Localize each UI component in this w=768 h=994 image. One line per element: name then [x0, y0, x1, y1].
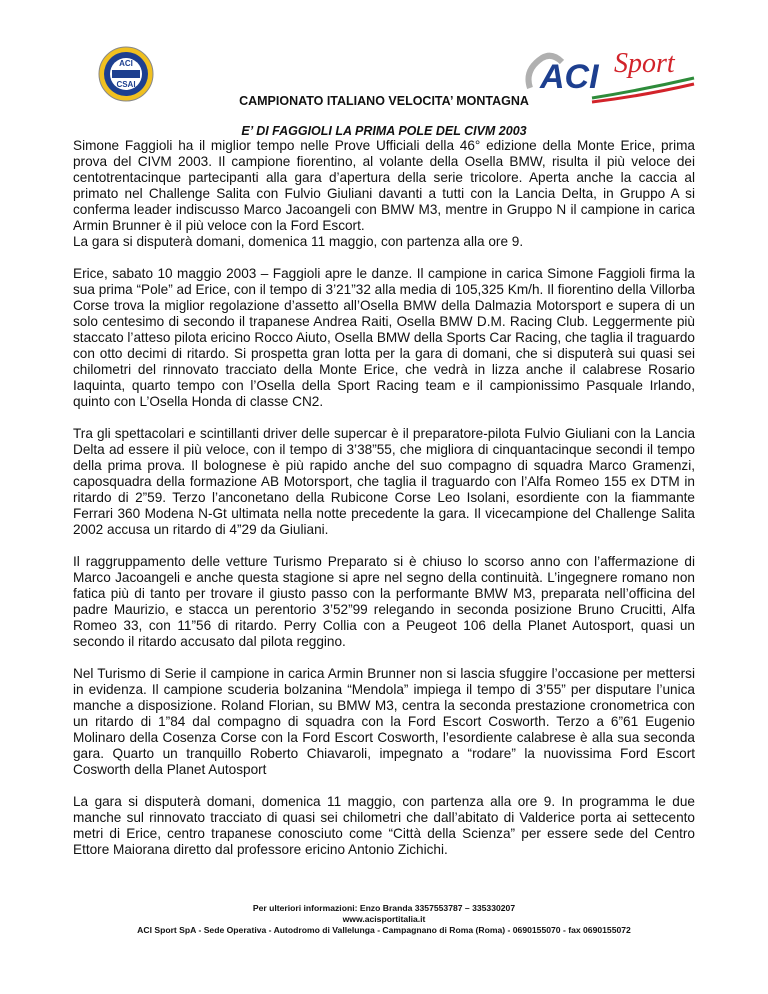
- paragraph-2: Tra gli spettacolari e scintillanti driver delle supercar è il preparatore-pilota Fulvio Giuliani con la Lancia Delta ad essere il più veloce, con il tempo di 3’38”55, che migliora di cinquantacinque secondi il tempo della prima prova. Il bolognese è più rapido anche del suo compagno di squadra Marco Gramenzi, caposquadra della formazione AB Motorsport, che taglia il traguardo con l’Alfa Romeo 155 ex DTM in ritardo di 2”59. Terzo l’anconetano della Rubicone Corse Leo Isolani, esordiente con la fiammante Ferrari 360 Modena N-Gt ultimata nella notte precedente la gara. Il vicecampione del Challenge Salita 2002 accusa un ritardo di 4”29 da Giuliani.: [73, 426, 695, 537]
- paragraph-4: Nel Turismo di Serie il campione in carica Armin Brunner non si lascia sfuggire l’occasione per mettersi in evidenza. Il campione scuderia bolzanina “Mendola” impiega il tempo di 3’55” per disputare l’unica manche a disposizione. Roland Florian, su BMW M3, centra la seconda prestazione cronometrica con un ritardo di 1”84 dal compagno di squadra con la Ford Escort Cosworth. Terzo a 6”61 Eugenio Molinaro della Cosenza Corse con la Ford Escort Cosworth, l’esordiente calabrese è alla sua seconda gara. Quarto un tranquillo Roberto Chiavaroli, impegnato a “rodare” la nuovissima Ford Escort Cosworth della Planet Autosport: [73, 666, 695, 777]
- paragraph-3: Il raggruppamento delle vetture Turismo Preparato si è chiuso lo scorso anno con l’affermazione di Marco Jacoangeli e anche questa stagione si apre nel segno della continuità. L’ingegnere romano non fatica più di tanto per trovare il giusto passo con la performante BMW M3, preparata nell’officina del padre Maurizio, e stacca un perentorio 3’52”99 relegando in seconda posizione Bruno Crucitti, Alfa Romeo 33, con 11”56 di ritardo. Perry Collia con a Peugeot 106 della Planet Autosport, quasi un secondo il ritardo accusato dal pilota reggino.: [73, 554, 695, 649]
- footer-address: ACI Sport SpA - Sede Operativa - Autodromo di Vallelunga - Campagnano di Roma (Roma) - 0690155070 - fax 0690155072: [137, 925, 631, 935]
- logo-right-aci: ACI: [540, 58, 599, 96]
- page-title: CAMPIONATO ITALIANO VELOCITA’ MONTAGNA: [239, 94, 529, 108]
- paragraph-1: Erice, sabato 10 maggio 2003 – Faggioli apre le danze. Il campione in carica Simone Faggioli firma la sua prima “Pole” ad Erice, con il tempo di 3’21”32 alla media di 105,325 Km/h. Il fiorentino della Villorba Corse trova la miglior regolazione d’assetto all’Osella BMW della Dalmazia Motorsport e supera di un solo centesimo di secondo il trapanese Andrea Raiti, Osella BMW D.M. Racing Club. Leggermente più staccato l’atteso pilota ericino Rocco Aiuto, Osella BMW della Sports Car Racing, che taglia il traguardo con otto decimi di ritardo. Si prospetta gran lotta per la gara di domani, che si disputerà sui quasi sei chilometri del rinnovato tracciato della Monte Erice, che vedrà in lizza anche il calabrese Rosario Iaquinta, quarto tempo con l’Osella della Sport Racing team e il campionissimo Pasquale Irlando, quinto con L’Osella Honda di classe CN2.: [73, 266, 695, 409]
- footer-website: www.acisportitalia.it: [342, 914, 426, 924]
- article-subtitle: E’ DI FAGGIOLI LA PRIMA POLE DEL CIVM 2003: [241, 124, 527, 138]
- intro-paragraph: Simone Faggioli ha il miglior tempo nelle Prove Ufficiali della 46° edizione della Monte Erice, prima prova del CIVM 2003. Il campione fiorentino, al volante della Osella BMW, risulta il più veloce dei centotrentacinque partecipanti alla gara d’apertura della serie tricolore. Aperta anche la caccia al primato nel Challenge Salita con Fulvio Giuliani davanti a tutti con la Lancia Delta, in Gruppo A si conferma leader indiscusso Marco Jacoangeli con BMW M3, mentre in Gruppo N il campione in carica Armin Brunner è il più veloce con la Ford Escort.: [73, 138, 695, 233]
- footer-contact: Per ulteriori informazioni: Enzo Branda 3357553787 – 335330207: [252, 903, 516, 913]
- paragraph-5: La gara si disputerà domani, domenica 11 maggio, con partenza alla ore 9. In programma le due manche sul rinnovato tracciato di quasi sei chilometri che dall’abitato di Valderice porta ai settecento metri di Erice, centro trapanese conosciuto come “Città della Scienza” per essere sede del Centro Ettore Maiorana diretto dal professore ericino Antonio Zichichi.: [73, 794, 695, 857]
- intro-last-line: La gara si disputerà domani, domenica 11 maggio, con partenza alla ore 9.: [73, 234, 524, 249]
- logo-left-csai: CSAI: [116, 80, 136, 89]
- logo-left-aci: ACI: [119, 59, 133, 68]
- logo-right-sport: Sport: [614, 48, 675, 79]
- article-body: [73, 138, 695, 874]
